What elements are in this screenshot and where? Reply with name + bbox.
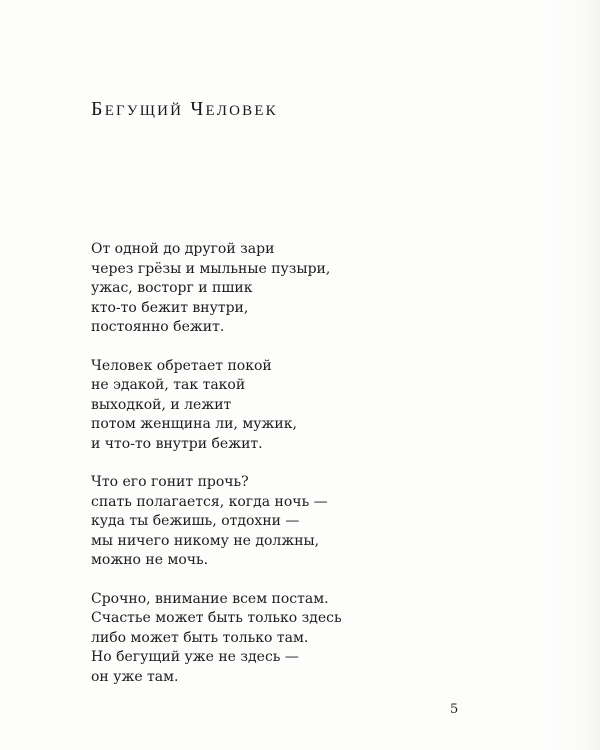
page-number: 5 bbox=[450, 702, 459, 717]
poem-line: ужас, восторг и пшик bbox=[91, 280, 253, 296]
stanza bbox=[91, 473, 451, 571]
poem-line: потом женщина ли, мужик, bbox=[91, 416, 297, 432]
poem-title: БЕГУЩИЙ ЧЕЛОВЕК bbox=[91, 98, 278, 120]
poem-line: От одной до другой зари bbox=[91, 241, 275, 257]
poem-line: не эдакой, так такой bbox=[91, 377, 246, 393]
poem-line: через грёзы и мыльные пузыри, bbox=[91, 260, 331, 277]
poem-body bbox=[91, 240, 451, 706]
page-edge-shadow bbox=[544, 0, 600, 750]
stanza bbox=[91, 357, 451, 455]
poem-line: и что-то внутри бежит. bbox=[91, 435, 263, 452]
poem-line: Человек обретает покой bbox=[91, 357, 272, 374]
poem-line: выходкой, и лежит bbox=[91, 396, 232, 413]
poem-line: Что его гонит прочь? bbox=[91, 474, 249, 490]
stanza bbox=[91, 590, 451, 688]
poem-line: он уже там. bbox=[91, 668, 179, 685]
poem-line: либо может быть только там. bbox=[91, 629, 309, 646]
poem-line: куда ты бежишь, отдохни — bbox=[91, 513, 300, 529]
poem-line: Счастье может быть только здесь bbox=[91, 610, 342, 626]
poem-line: можно не мочь. bbox=[91, 552, 209, 568]
poem-line: постоянно бежит. bbox=[91, 319, 225, 335]
poem-line: спать полагается, когда ночь — bbox=[91, 493, 328, 510]
poem-line: мы ничего никому не должны, bbox=[91, 532, 320, 549]
poem-line: Срочно, внимание всем постам. bbox=[91, 590, 329, 607]
stanza bbox=[91, 240, 451, 338]
poem-line: кто-то бежит внутри, bbox=[91, 299, 249, 316]
poem-line: Но бегущий уже не здесь — bbox=[91, 649, 299, 665]
